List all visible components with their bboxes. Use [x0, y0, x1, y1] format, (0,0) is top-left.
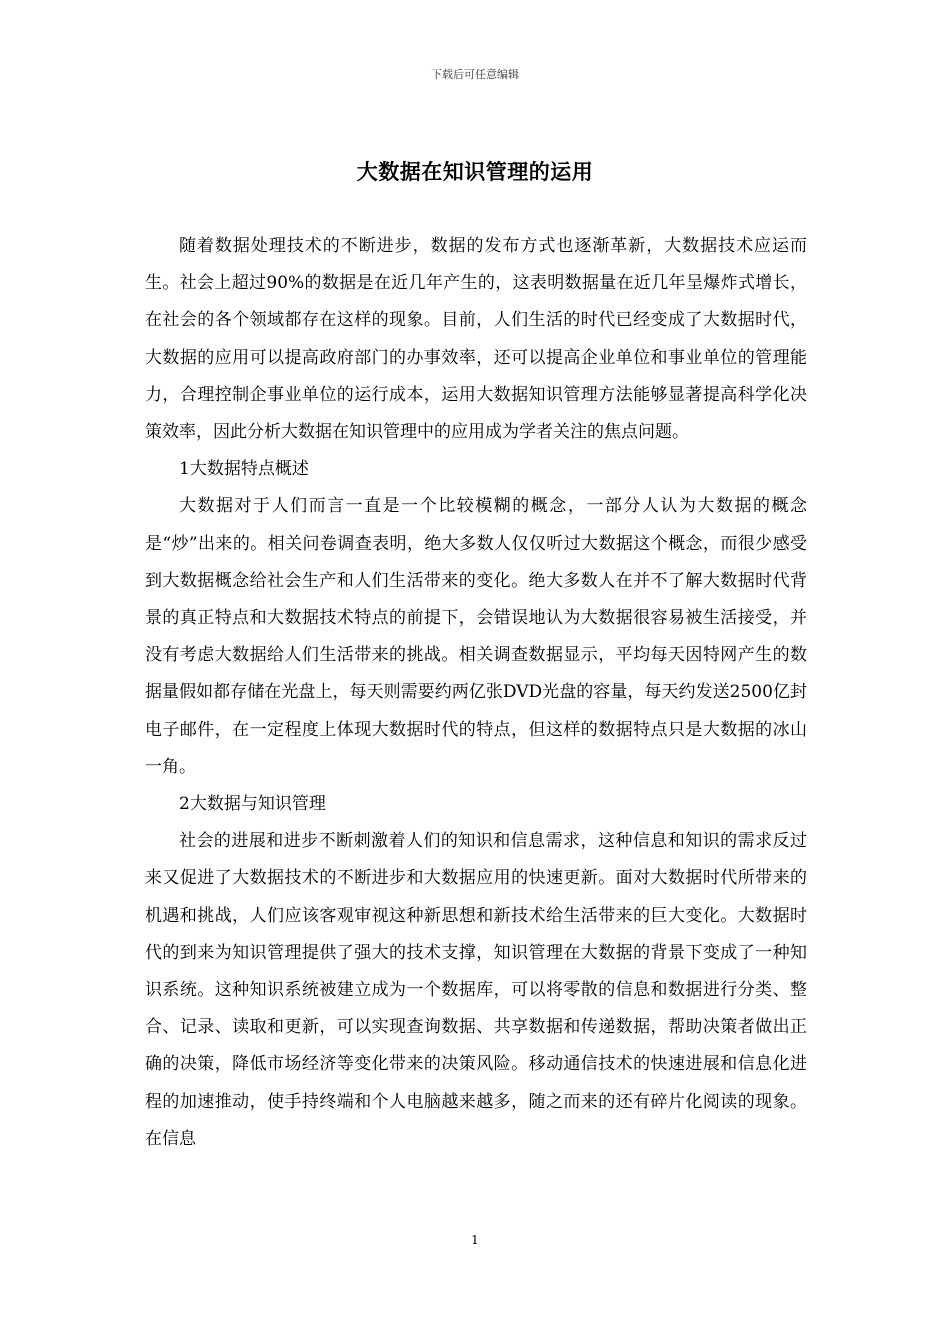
section-heading-2: 2大数据与知识管理 — [179, 794, 326, 815]
paragraph-intro: 随着数据处理技术的不断进步，数据的发布方式也逐渐革新，大数据技术应运而生。社会上超过90%的数据是在近几年产生的，这表明数据量在近几年呈爆炸式增长，在社会的各个领域都存在这样的现象。目前，人们生活的时代已经变成了大数据时代，大数据的应用可以提高政府部门的办事效率，还可以提高企业单位和事业单位的管理能力，合理控制企事业单位的运行成本，运用大数据知识管理方法能够显著提高科学化决策效率，因此分析大数据在知识管理中的应用成为学者关注的焦点问题。 — [145, 236, 807, 443]
document-title: 大数据在知识管理的运用 — [356, 159, 594, 184]
paragraph-section-2: 社会的进展和进步不断刺激着人们的知识和信息需求，这种信息和知识的需求反过来又促进了大数据技术的不断进步和大数据应用的快速更新。面对大数据时代所带来的机遇和挑战，人们应该客观审视这种新思想和新技术给生活带来的巨大变化。大数据时代的到来为知识管理提供了强大的技术支撑，知识管理在大数据的背景下变成了一种知识系统。这种知识系统被建立成为一个数据库，可以将零散的信息和数据进行分类、整合、记录、读取和更新，可以实现查询数据、共享数据和传递数据，帮助决策者做出正确的决策，降低市场经济等变化带来的决策风险。移动通信技术的快速进展和信息化进程的加速推动，使手持终端和个人电脑越来越多，随之而来的还有碎片化阅读的现象。在信息 — [145, 831, 807, 1149]
section-heading-1: 1大数据特点概述 — [179, 459, 309, 480]
document-body — [145, 228, 807, 1158]
page-number: 1 — [471, 1233, 479, 1247]
page-header: 下载后可任意编辑 — [431, 68, 519, 81]
paragraph-section-1: 大数据对于人们而言一直是一个比较模糊的概念，一部分人认为大数据的概念是“炒”出来的。相关问卷调查表明，绝大多数人仅仅听过大数据这个概念，而很少感受到大数据概念给社会生产和人们生活带来的变化。绝大多数人在并不了解大数据时代背景的真正特点和大数据技术特点的前提下，会错误地认为大数据很容易被生活接受，并没有考虑大数据给人们生活带来的挑战。相关调查数据显示，平均每天因特网产生的数据量假如都存储在光盘上，每天则需要约两亿张DVD光盘的容量，每天约发送2500亿封电子邮件，在一定程度上体现大数据时代的特点，但这样的数据特点只是大数据的冰山一角。 — [145, 496, 807, 777]
